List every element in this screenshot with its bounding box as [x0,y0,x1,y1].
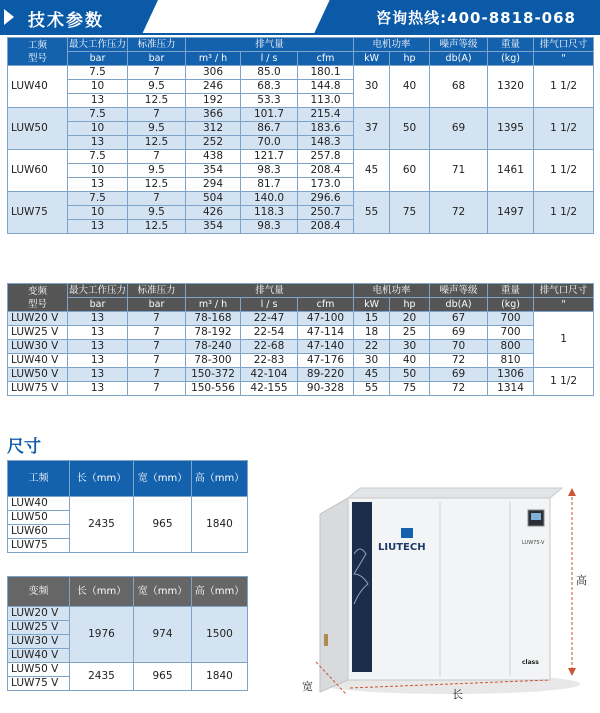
dimension-cell: 965 [134,663,192,691]
table-cell: 250.7 [298,206,354,220]
fixed-speed-spec-table [7,37,594,234]
table-cell: 7 [128,150,186,164]
table-cell: LUW25 V [8,326,68,340]
dim-header-length: 长（mm） [70,577,134,607]
table-cell: 810 [488,354,534,368]
header-noise: 噪声等级 [430,38,488,52]
model-cell: LUW40 [8,66,68,108]
table-cell: 47-114 [298,326,354,340]
table-cell: 101.7 [241,108,298,122]
dimensions-title: 尺寸 [7,437,41,457]
model-cell: LUW50 [8,511,70,525]
table-cell: 69 [430,326,488,340]
table-cell: 30 [390,340,430,354]
variable-speed-dimensions-table [7,576,248,691]
table-cell: 438 [186,150,241,164]
outlet-cell: 1 1/2 [534,368,594,396]
table-cell: 42-104 [241,368,298,382]
dimension-cell: 965 [134,497,192,553]
hp-cell: 60 [390,150,430,192]
table-cell: 246 [186,80,241,94]
kg-cell: 1320 [488,66,534,108]
table-row [8,354,594,368]
table-cell: 78-168 [186,312,241,326]
table-cell: 800 [488,340,534,354]
table-cell: 47-140 [298,340,354,354]
hp-cell: 50 [390,108,430,150]
dimension-cell: 1500 [192,607,248,663]
model-cell: LUW75 [8,192,68,234]
table-cell: 30 [354,354,390,368]
unit-m3h: m³ / h [186,298,241,312]
brand-logo-icon [401,528,413,538]
hotline-box [330,0,600,33]
model-cell: LUW30 V [8,635,70,649]
unit-hp: hp [390,52,430,66]
page-title: 技术参数 [28,11,104,31]
table-cell: 366 [186,108,241,122]
unit-bar: bar [128,298,186,312]
table-row [8,312,594,326]
table-cell: 40 [390,354,430,368]
header-rated-pressure: 标准压力 [128,38,186,52]
kw-cell: 45 [354,150,390,192]
dim-header-height: 高（mm） [192,461,248,497]
out-cell: 1 1/2 [534,192,594,234]
table-cell: LUW30 V [8,340,68,354]
table-cell: 252 [186,136,241,150]
table-cell: 22-47 [241,312,298,326]
table-cell: 45 [354,368,390,382]
table-cell: 192 [186,94,241,108]
table-cell: 121.7 [241,150,298,164]
table-row [8,108,594,122]
unit-bar: bar [68,298,128,312]
kw-cell: 37 [354,108,390,150]
class-badge: class [522,659,539,666]
kg-cell: 1395 [488,108,534,150]
table-cell: 50 [390,368,430,382]
table-row [8,326,594,340]
header-motor: 电机功率 [354,38,430,52]
dimension-cell: 974 [134,607,192,663]
table-cell: 150-556 [186,382,241,396]
table-cell: 257.8 [298,150,354,164]
table-cell: 183.6 [298,122,354,136]
table-cell: 78-192 [186,326,241,340]
unit-kg: (kg) [488,52,534,66]
table-cell: 90-328 [298,382,354,396]
cabinet-front [348,498,550,680]
table-cell: 9.5 [128,206,186,220]
db-cell: 68 [430,66,488,108]
table-cell: 81.7 [241,178,298,192]
unit-bar: bar [68,52,128,66]
table-cell: 9.5 [128,80,186,94]
unit-inch: " [534,52,594,66]
width-label: 宽 [302,680,313,693]
table-cell: 89-220 [298,368,354,382]
dim-header-model: 工频 [8,461,70,497]
out-cell: 1 1/2 [534,66,594,108]
unit-db: db(A) [430,52,488,66]
dim-header-width: 宽（mm） [134,577,192,607]
table-row [8,150,594,164]
model-cell: LUW40 V [8,649,70,663]
table-cell: 13 [68,312,128,326]
table-cell: 7.5 [68,192,128,206]
table-cell: 118.3 [241,206,298,220]
table-cell: 312 [186,122,241,136]
table-cell: 70.0 [241,136,298,150]
db-cell: 69 [430,108,488,150]
table-cell: 86.7 [241,122,298,136]
table-cell: 180.1 [298,66,354,80]
header-weight: 重量 [488,284,534,298]
dark-panel [352,502,372,672]
table-cell: LUW20 V [8,312,68,326]
out-cell: 1 1/2 [534,108,594,150]
unit-db: db(A) [430,298,488,312]
header-outlet: 排气口尺寸 [534,38,594,52]
table-row [8,607,248,621]
model-cell: LUW60 [8,150,68,192]
table-cell: 7 [128,108,186,122]
table-cell: 7.5 [68,150,128,164]
table-row [8,497,248,511]
table-cell: 7.5 [68,66,128,80]
table-cell: 55 [354,382,390,396]
model-cell: LUW75 [8,539,70,553]
table-cell: 10 [68,206,128,220]
table-cell: 7 [128,192,186,206]
header-flow: 排气量 [186,38,354,52]
table-cell: 148.3 [298,136,354,150]
model-label: LUW75-V [522,540,545,546]
dim-header-model: 变频 [8,577,70,607]
table-cell: 22-54 [241,326,298,340]
table-cell: 12.5 [128,136,186,150]
table-cell: 75 [390,382,430,396]
table-cell: 78-240 [186,340,241,354]
unit-ls: l / s [241,298,298,312]
table-cell: 7 [128,340,186,354]
table-cell: 9.5 [128,122,186,136]
table-row [8,192,594,206]
table-cell: 426 [186,206,241,220]
table-cell: 294 [186,178,241,192]
table-cell: 13 [68,178,128,192]
header-outlet: 排气口尺寸 [534,284,594,298]
table-cell: 10 [68,122,128,136]
dimension-cell: 2435 [70,663,134,691]
model-cell: LUW25 V [8,621,70,635]
unit-kw: kW [354,52,390,66]
table-cell: 504 [186,192,241,206]
header-max-pressure: 最大工作压力 [68,39,126,50]
table-cell: 13 [68,368,128,382]
dim-header-height: 高（mm） [192,577,248,607]
table-cell: 354 [186,164,241,178]
table-cell: 72 [430,382,488,396]
compressor-illustration [300,484,590,709]
table-row [8,663,248,677]
header-max-pressure: 最大工作压力 [68,285,126,296]
table-cell: 700 [488,326,534,340]
table-cell: 1306 [488,368,534,382]
table-cell: 15 [354,312,390,326]
header-noise: 噪声等级 [430,284,488,298]
model-cell: LUW50 V [8,663,70,677]
table-cell: 7 [128,354,186,368]
table-cell: 7 [128,66,186,80]
table-cell: 70 [430,340,488,354]
table-cell: 9.5 [128,164,186,178]
dim-header-width: 宽（mm） [134,461,192,497]
model-cell: LUW40 [8,497,70,511]
table-cell: 22-68 [241,340,298,354]
table-cell: LUW40 V [8,354,68,368]
header-flow: 排气量 [186,284,354,298]
unit-inch: " [534,298,594,312]
header-title-box [0,0,125,33]
header-model: 变频 型号 [8,284,68,312]
model-cell: LUW20 V [8,607,70,621]
table-row [8,368,594,382]
table-row [8,66,594,80]
unit-bar: bar [128,52,186,66]
length-label: 长 [452,688,463,701]
table-cell: 173.0 [298,178,354,192]
variable-speed-spec-table [7,283,594,396]
table-cell: 22 [354,340,390,354]
header-rated-pressure: 标准压力 [128,284,186,298]
out-cell: 1 1/2 [534,150,594,192]
table-cell: 98.3 [241,220,298,234]
dimension-cell: 1840 [192,663,248,691]
table-cell: 25 [390,326,430,340]
table-cell: 13 [68,220,128,234]
hp-cell: 40 [390,66,430,108]
table-cell: 296.6 [298,192,354,206]
kg-cell: 1461 [488,150,534,192]
table-cell: 68.3 [241,80,298,94]
table-cell: 13 [68,136,128,150]
table-cell: 306 [186,66,241,80]
table-cell: 12.5 [128,178,186,192]
kw-cell: 55 [354,192,390,234]
model-cell: LUW50 [8,108,68,150]
cabinet-top [348,488,562,498]
table-cell: 7 [128,382,186,396]
table-cell: 354 [186,220,241,234]
table-cell: 113.0 [298,94,354,108]
table-cell: 208.4 [298,220,354,234]
table-row [8,340,594,354]
fixed-speed-dimensions-table [7,460,248,553]
header-bar [0,0,600,33]
header-underline [0,33,600,35]
unit-kg: (kg) [488,298,534,312]
unit-ls: l / s [241,52,298,66]
unit-hp: hp [390,298,430,312]
dimension-cell: 2435 [70,497,134,553]
table-cell: 700 [488,312,534,326]
hotline-text: 咨询热线:400-8818-068 [376,9,576,27]
table-cell: 18 [354,326,390,340]
table-cell: 72 [430,354,488,368]
height-label: 高 [576,574,587,587]
kw-cell: 30 [354,66,390,108]
table-cell: 13 [68,382,128,396]
unit-cfm: cfm [298,298,354,312]
table-cell: 144.8 [298,80,354,94]
table-cell: 13 [68,354,128,368]
model-cell: LUW60 [8,525,70,539]
table-cell: 47-176 [298,354,354,368]
table-cell: 67 [430,312,488,326]
table-cell: 22-83 [241,354,298,368]
table-cell: 140.0 [241,192,298,206]
db-cell: 72 [430,192,488,234]
table-cell: 7 [128,312,186,326]
table-cell: LUW50 V [8,368,68,382]
dimension-cell: 1840 [192,497,248,553]
table-cell: 53.3 [241,94,298,108]
table-cell: 78-300 [186,354,241,368]
table-cell: 12.5 [128,94,186,108]
outlet-cell: 1 [534,312,594,368]
table-cell: 10 [68,164,128,178]
table-cell: 13 [68,326,128,340]
table-cell: 98.3 [241,164,298,178]
table-cell: 7 [128,326,186,340]
table-row [8,382,594,396]
table-cell: 7.5 [68,108,128,122]
table-cell: LUW75 V [8,382,68,396]
header-motor: 电机功率 [354,284,430,298]
chevron-right-icon [4,9,14,25]
table-cell: 12.5 [128,220,186,234]
unit-m3h: m³ / h [186,52,241,66]
brand-name: LIUTECH [378,542,426,553]
table-cell: 150-372 [186,368,241,382]
table-cell: 1314 [488,382,534,396]
cabinet-side [320,498,348,692]
kg-cell: 1497 [488,192,534,234]
model-cell: LUW75 V [8,677,70,691]
outlet-pipe [324,634,328,646]
table-cell: 47-100 [298,312,354,326]
table-cell: 42-155 [241,382,298,396]
table-cell: 7 [128,368,186,382]
dim-header-length: 长（mm） [70,461,134,497]
table-cell: 85.0 [241,66,298,80]
unit-kw: kW [354,298,390,312]
hp-cell: 75 [390,192,430,234]
table-cell: 13 [68,94,128,108]
unit-cfm: cfm [298,52,354,66]
table-cell: 215.4 [298,108,354,122]
header-model: 工频 型号 [8,38,68,66]
table-cell: 13 [68,340,128,354]
db-cell: 71 [430,150,488,192]
dimension-cell: 1976 [70,607,134,663]
table-cell: 208.4 [298,164,354,178]
table-cell: 69 [430,368,488,382]
table-cell: 20 [390,312,430,326]
table-cell: 10 [68,80,128,94]
header-weight: 重量 [488,38,534,52]
